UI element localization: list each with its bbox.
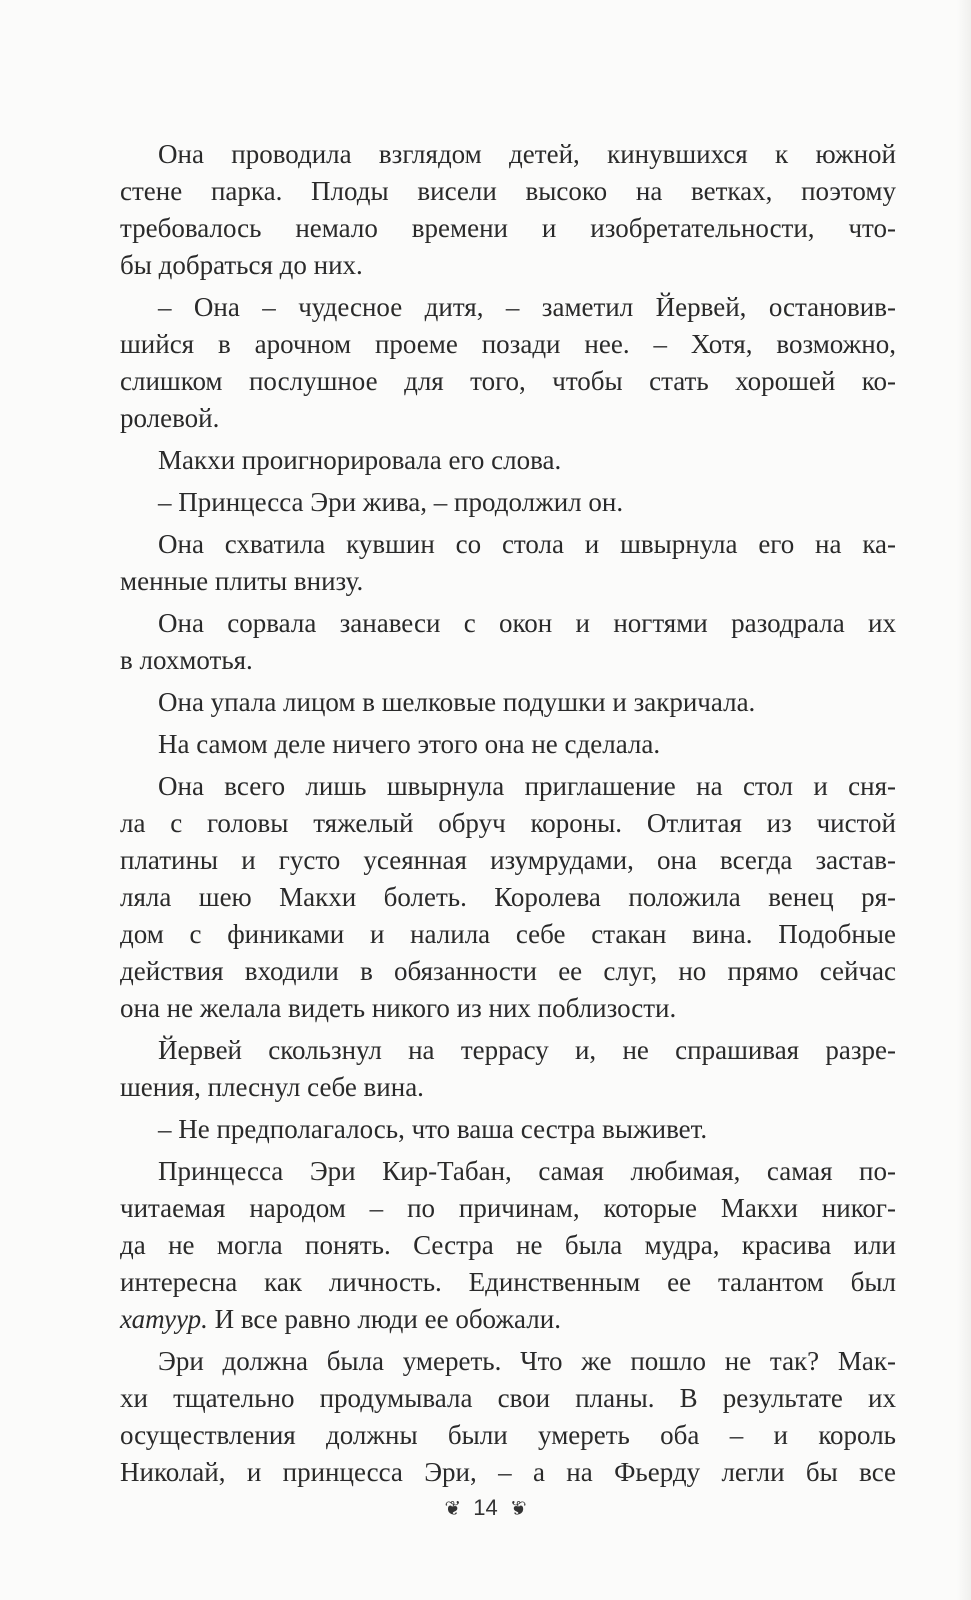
text-line: – Не предполагалось, что ваша сестра выживет.: [158, 1114, 708, 1144]
text-line: в лохмотья.: [120, 645, 253, 675]
text-line: Николай, и принцесса Эри, – а на Фьерду легли бы все: [120, 1457, 896, 1487]
text-line: На самом деле ничего этого она не сделала.: [158, 729, 661, 759]
text-line: Эри должна была умереть. Что же пошло не так? Мак-: [158, 1346, 896, 1376]
text-line: хи тщательно продумывала свои планы. В результате их: [120, 1383, 896, 1413]
paragraph: [120, 442, 896, 479]
text-line: бы добраться до них.: [120, 250, 363, 280]
text-line: интересна как личность. Единственным ее талантом был: [120, 1267, 896, 1297]
text-line: Она сорвала занавеси с окон и ногтями разодрала их: [158, 608, 896, 638]
fleuron-right-icon: ❦: [509, 1496, 527, 1521]
text-line: читаемая народом – по причинам, которые Макхи никог-: [120, 1193, 896, 1223]
text-line: осуществления должны были умереть оба – и король: [120, 1420, 896, 1450]
fleuron-left-icon: ❦: [444, 1496, 462, 1521]
text-line: платины и густо усеянная изумрудами, она всегда застав-: [120, 845, 896, 875]
paragraph: [120, 768, 896, 1027]
text-line: ролевой.: [120, 403, 220, 433]
text-line: ла с головы тяжелый обруч короны. Отлитая из чистой: [120, 808, 896, 838]
text-line: Она всего лишь швырнула приглашение на стол и сня-: [158, 771, 896, 801]
text-line: ляла шею Макхи болеть. Королева положила венец ря-: [120, 882, 896, 912]
italic-word: хатуур.: [120, 1304, 208, 1334]
page-number: 14: [473, 1495, 498, 1521]
text-line: шения, плеснул себе вина.: [120, 1072, 424, 1102]
text-line: Она проводила взглядом детей, кинувшихся к южной: [158, 139, 896, 169]
body-text: [120, 136, 896, 1491]
text-line: Макхи проигнорировала его слова.: [158, 445, 562, 475]
paragraph: [120, 1153, 896, 1338]
paragraph: [120, 726, 896, 763]
text-line: дом с финиками и налила себе стакан вина. Подобные: [120, 919, 896, 949]
text-line: стене парка. Плоды висели высоко на ветках, поэтому: [120, 176, 896, 206]
text-line: слишком послушное для того, чтобы стать хорошей ко-: [120, 366, 896, 396]
paragraph: [120, 605, 896, 679]
text-line: [120, 1301, 896, 1338]
paragraph: [120, 136, 896, 284]
paragraph: [120, 1111, 896, 1148]
paragraph: [120, 1032, 896, 1106]
paragraph: [120, 289, 896, 437]
text-line: Она схватила кувшин со стола и швырнула его на ка-: [158, 529, 896, 559]
text-line: Она упала лицом в шелковые подушки и закричала.: [158, 687, 756, 717]
text-line: да не могла понять. Сестра не была мудра, красива или: [120, 1230, 896, 1260]
page-edge: [957, 0, 971, 1600]
paragraph: [120, 684, 896, 721]
text-line: шийся в арочном проеме позади нее. – Хотя, возможно,: [120, 329, 896, 359]
text-line: Йервей скользнул на террасу и, не спрашивая разре-: [158, 1035, 896, 1065]
text-line: менные плиты внизу.: [120, 566, 364, 596]
line-text: И все равно люди ее обожали.: [207, 1304, 561, 1334]
text-line: требовалось немало времени и изобретательности, что-: [120, 213, 896, 243]
paragraph: [120, 484, 896, 521]
text-line: действия входили в обязанности ее слуг, но прямо сейчас: [120, 956, 896, 986]
paragraph: [120, 526, 896, 600]
text-line: Принцесса Эри Кир-Табан, самая любимая, самая по-: [158, 1156, 896, 1186]
text-line: – Она – чудесное дитя, – заметил Йервей, остановив-: [158, 292, 896, 322]
text-line: – Принцесса Эри жива, – продолжил он.: [158, 487, 624, 517]
page-number-footer: [0, 1494, 971, 1521]
paragraph: [120, 1343, 896, 1491]
text-line: она не желала видеть никого из них поблизости.: [120, 993, 677, 1023]
